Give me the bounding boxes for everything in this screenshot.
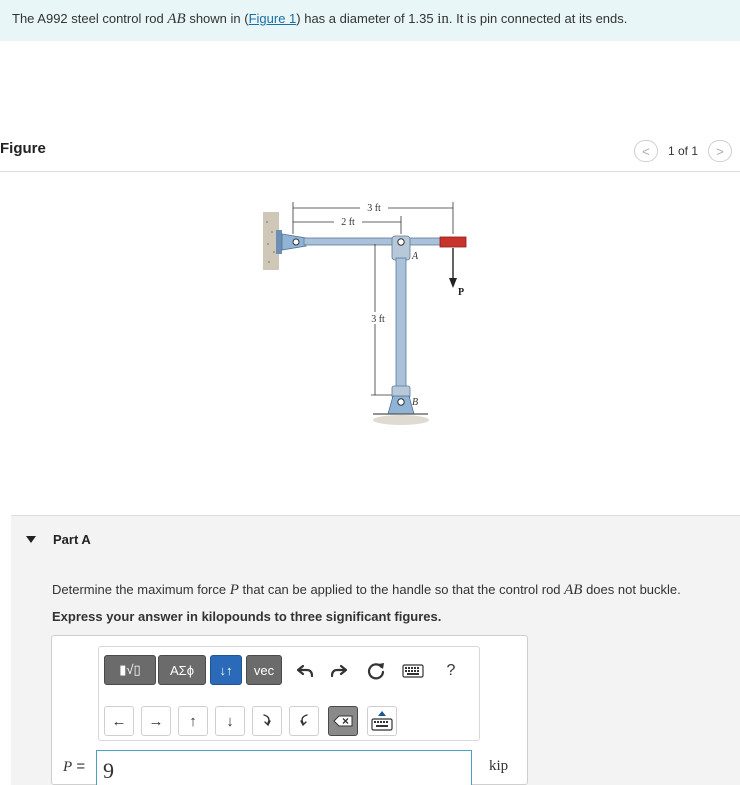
reset-icon[interactable]: [363, 658, 389, 684]
caret-down-icon[interactable]: [26, 536, 36, 543]
horizontal-handle: [304, 238, 444, 245]
problem-statement: [12, 11, 627, 28]
wall-bracket: [276, 230, 282, 254]
answer-label: [63, 758, 85, 776]
wall-pin: [293, 239, 299, 245]
chevron-right-icon[interactable]: >: [708, 140, 732, 162]
cursor-right-button[interactable]: →: [141, 706, 171, 736]
problem-text-1: The A992 steel control rod: [12, 11, 168, 26]
answer-label-eq: =: [72, 758, 86, 775]
pin-b-front: [398, 399, 404, 405]
part-a-header[interactable]: [11, 515, 740, 570]
figure-pager: [634, 140, 732, 162]
part-title: Part A: [53, 532, 91, 547]
cursor-up-button[interactable]: ↑: [178, 706, 208, 736]
templates-button[interactable]: ▮√▯: [104, 655, 156, 685]
answer-unit: kip: [489, 758, 509, 774]
label-p: P: [458, 287, 465, 298]
chevron-left-icon[interactable]: <: [634, 140, 658, 162]
cursor-left-button[interactable]: ←: [104, 706, 134, 736]
backspace-icon[interactable]: [328, 706, 358, 736]
var-ab: AB: [167, 11, 186, 27]
cursor-down-button[interactable]: ↓: [215, 706, 245, 736]
dim-3ft-vertical: 3 ft: [371, 314, 385, 325]
problem-text-4: . It is pin connected at its ends.: [448, 11, 628, 26]
answer-instruction: Express your answer in kilopounds to three significant figures.: [52, 609, 442, 624]
question-area: [11, 570, 740, 785]
question-text-3: does not buckle.: [582, 582, 681, 597]
figure-link[interactable]: Figure 1: [248, 11, 297, 26]
move-out-left-icon[interactable]: [289, 706, 319, 736]
math-toolbar: [98, 646, 480, 741]
pager-count: 1 of 1: [667, 144, 698, 158]
undo-icon[interactable]: [293, 659, 317, 683]
dim-2ft: 2 ft: [341, 217, 355, 228]
toggle-keyboard-icon[interactable]: [367, 706, 397, 736]
figure-title: Figure: [0, 140, 46, 157]
question-var-p: P: [229, 582, 239, 598]
keyboard-icon[interactable]: [400, 659, 426, 683]
problem-text-2: shown in (: [185, 11, 249, 26]
greek-button[interactable]: ΑΣϕ: [158, 655, 206, 685]
load-arrow-head: [449, 278, 457, 288]
question-text-1: Determine the maximum force: [52, 582, 230, 597]
label-a: A: [412, 251, 419, 262]
label-b: B: [412, 397, 419, 408]
control-rod-ab: [396, 258, 406, 390]
redo-icon[interactable]: [327, 659, 351, 683]
answer-input[interactable]: [96, 750, 472, 785]
pin-a: [398, 239, 404, 245]
move-out-right-icon[interactable]: [252, 706, 282, 736]
figure-divider: [0, 171, 740, 172]
problem-banner: [0, 0, 740, 41]
help-button[interactable]: ?: [446, 662, 456, 679]
arrows-button[interactable]: ↓↑: [210, 655, 242, 685]
handle-grip: [440, 237, 466, 247]
ground: [373, 415, 429, 425]
question-text: [52, 582, 681, 599]
question-var-ab: AB: [564, 582, 583, 598]
unit-in: in: [437, 11, 449, 27]
problem-text-3: ) has a diameter of 1.35: [296, 11, 438, 26]
dim-3ft-top: 3 ft: [367, 203, 381, 214]
vec-button[interactable]: vec: [246, 655, 282, 685]
control-rod-figure: [250, 192, 480, 442]
answer-label-var: P: [63, 759, 73, 775]
question-text-2: that can be applied to the handle so that the control rod: [238, 582, 565, 597]
